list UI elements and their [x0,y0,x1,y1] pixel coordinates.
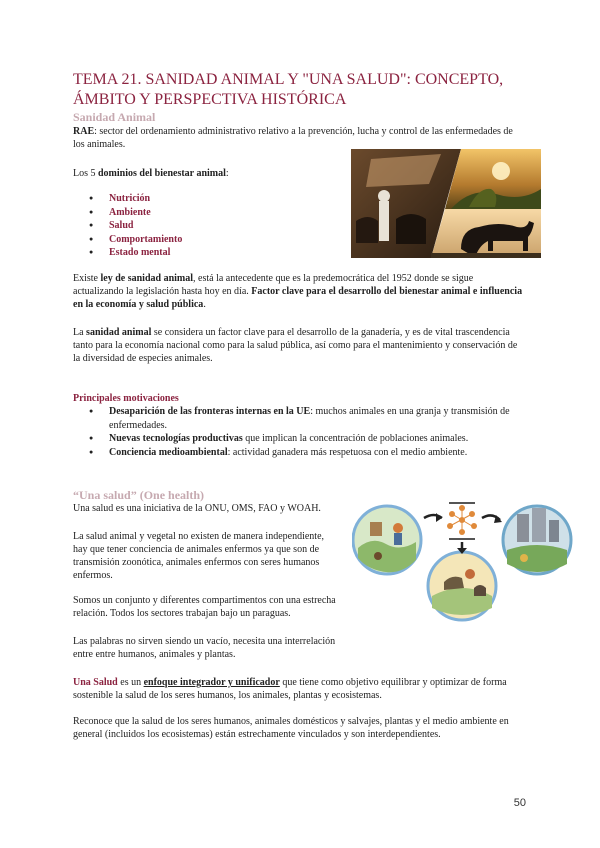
rae-label: RAE [73,126,95,137]
list-item [73,446,525,460]
ley-paragraph [73,272,525,311]
section-heading-sanidad-animal: Sanidad Animal [73,110,156,124]
una-salud-p2: La salud animal y vegetal no existen de manera independiente, hay que tener conciencia de animales enfermos ya que son de transmisión zoonótica, animales enfermos con seres humanos enfermos. [73,531,325,581]
list-item [73,432,525,446]
dominio-ambiente: Ambiente [109,206,151,218]
dominio-salud: Salud [109,220,134,231]
sanidad-paragraph [73,326,525,365]
one-health-diagram [352,498,574,624]
motivacion-text: : actividad ganadera más respetuosa con el medio ambiente. [227,446,468,458]
definition-bold: enfoque integrador y unificador [143,677,280,688]
ley-end: . [203,299,206,310]
ley-mid: , está la antecedente que es la predemocrática del 1952 donde se sigue actualizando la legislación hasta hoy en día. [73,273,474,297]
dominios-bold: dominios del bienestar animal [98,168,226,179]
dominios-intro [73,167,229,180]
dominio-estado-mental: Estado mental [109,247,171,258]
motivacion-bold: Desaparición de las fronteras internas en la UE [109,406,311,417]
rae-text: : sector del ordenamiento administrativo relativo a la prevención, lucha y control de las enfermedades de los animales. [73,126,513,150]
list-item [73,219,333,233]
sanidad-bold: sanidad animal [86,327,152,338]
dominio-comportamiento: Comportamiento [109,233,183,245]
motivacion-bold: Conciencia medioambiental [109,446,228,458]
rae-paragraph [73,125,525,151]
una-salud-definition [73,676,525,702]
list-item [73,246,333,260]
page-title: TEMA 21. SANIDAD ANIMAL Y "UNA SALUD": CONCEPTO, ÁMBITO Y PERSPECTIVA HISTÓRICA [73,71,504,108]
una-salud-p3: Somos un conjunto y diferentes compartimentos con una estrecha relación. Todos los sectores trabajan bajo un paraguas. [73,595,336,619]
motivacion-text: que implican la concentración de poblaciones animales. [242,433,469,444]
livestock-photo-collage [351,149,541,258]
motivacion-text: : muchos animales en una granja y transmisión de enfermedades. [109,406,510,431]
una-salud-p1: Una salud es una iniciativa de la ONU, OMS, FAO y WOAH. [73,503,321,514]
definition-pre: es un [117,677,144,688]
list-item [73,405,525,432]
motivacion-bold: Nuevas tecnologías productivas [109,433,243,444]
motivaciones-heading: Principales motivaciones [73,393,179,404]
una-salud-p4: Las palabras no sirven siendo un vacío, necesita una interrelación entre entre humanos, animales y plantas. [73,636,336,660]
list-item [73,192,333,206]
list-item [73,206,333,220]
sanidad-pre: La [73,327,87,338]
definition-post: que tiene como objetivo equilibrar y optimizar de forma sostenible la salud de los seres humanos, los animales, plantas y ecosistemas. [73,677,507,701]
dominio-nutricion: Nutrición [109,193,151,204]
dominios-list [73,192,333,260]
dominios-post: : [225,168,229,179]
una-salud-p6: Reconoce que la salud de los seres humanos, animales domésticos y salvajes, plantas y el medio ambiente en general (incluidos los ecosistemas) están estrechamente vinculados y son interdependientes. [73,716,509,740]
ley-pre: Existe [73,273,101,284]
page-number: 50 [513,797,526,809]
una-salud-accent: Una Salud [73,677,118,688]
list-item [73,233,333,247]
ley-bold: ley de sanidad animal [100,273,194,284]
network-hub [447,502,477,540]
section-heading-una-salud: “Una salud” (One health) [73,488,205,502]
sanidad-text: se considera un factor clave para el desarrollo de la ganadería, y es de vital trascendencia tanto para la economía nacional como para la salud pública, así como para el mantenimiento y conservación de la diversidad de especies animales. [73,327,518,364]
motivaciones-list [73,405,525,459]
dominios-pre: Los 5 [73,168,98,179]
farmer-figure [379,201,389,241]
ley-bold2: Factor clave para el desarrollo del bienestar animal e influencia en la economía y salud pública [73,286,523,310]
